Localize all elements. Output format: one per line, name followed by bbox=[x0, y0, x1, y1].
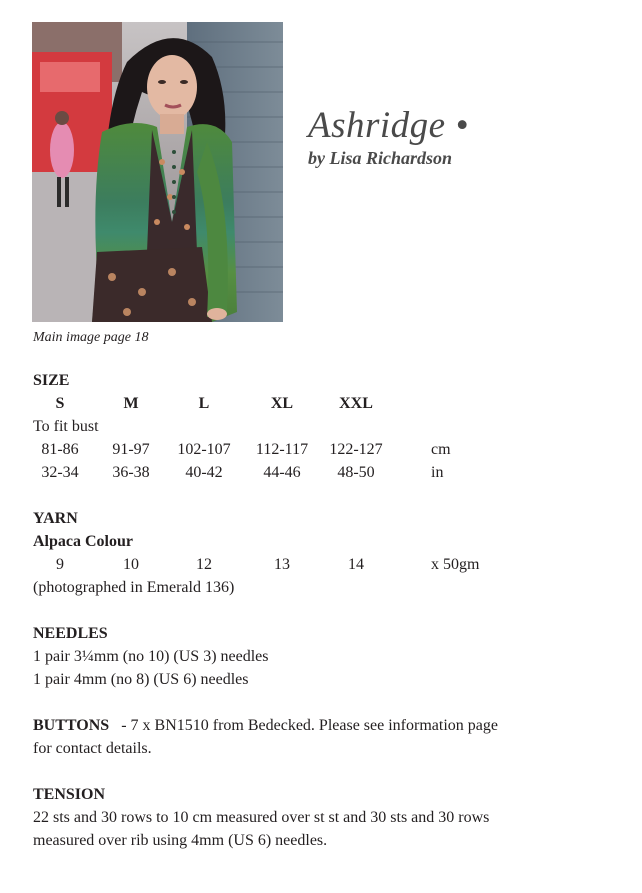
tension-line-1: 22 sts and 30 rows to 10 cm measured over st st and 30 sts and 30 rows bbox=[33, 809, 490, 826]
bust-cm-l: 102-107 bbox=[177, 441, 231, 458]
main-photo bbox=[32, 22, 283, 322]
tension-line-2: measured over rib using 4mm (US 6) needles. bbox=[33, 832, 328, 849]
bust-cm-xxl: 122-127 bbox=[329, 441, 383, 458]
size-label-m: M bbox=[123, 395, 139, 412]
buttons-text: - 7 x BN1510 from Bedecked. Please see information page bbox=[121, 717, 498, 734]
bust-in-unit: in bbox=[431, 464, 444, 481]
bust-cm-xl: 112-117 bbox=[255, 441, 309, 458]
model-photo-illustration bbox=[32, 22, 283, 322]
needles-heading: NEEDLES bbox=[33, 625, 108, 642]
yarn-name: Alpaca Colour bbox=[33, 533, 133, 550]
buttons-line bbox=[33, 717, 549, 735]
size-label-s: S bbox=[55, 395, 65, 412]
needles-line-1: 1 pair 3¼mm (no 10) (US 3) needles bbox=[33, 648, 269, 665]
yarn-amount-xxl: 14 bbox=[348, 556, 364, 573]
pattern-author: by Lisa Richardson bbox=[308, 148, 453, 168]
image-caption: Main image page 18 bbox=[33, 330, 149, 345]
size-label-xxl: XXL bbox=[339, 395, 373, 412]
buttons-heading: BUTTONS bbox=[33, 717, 110, 734]
bust-cm-s: 81-86 bbox=[41, 441, 79, 458]
bust-cm-unit: cm bbox=[431, 441, 451, 458]
yarn-amount-s: 9 bbox=[56, 556, 64, 573]
yarn-amount-xl: 13 bbox=[274, 556, 290, 573]
size-heading: SIZE bbox=[33, 372, 70, 389]
yarn-heading: YARN bbox=[33, 510, 78, 527]
fit-bust-label: To fit bust bbox=[33, 418, 99, 435]
buttons-text-2: for contact details. bbox=[33, 740, 152, 757]
bust-in-xl: 44-46 bbox=[263, 464, 301, 481]
yarn-amount-l: 12 bbox=[196, 556, 212, 573]
bust-cm-m: 91-97 bbox=[112, 441, 150, 458]
needles-line-2: 1 pair 4mm (no 8) (US 6) needles bbox=[33, 671, 249, 688]
tension-heading: TENSION bbox=[33, 786, 106, 803]
bust-in-s: 32-34 bbox=[41, 464, 79, 481]
yarn-amount-m: 10 bbox=[123, 556, 139, 573]
pattern-title: Ashridge • bbox=[308, 105, 469, 146]
size-label-xl: XL bbox=[270, 395, 294, 412]
bust-in-m: 36-38 bbox=[112, 464, 150, 481]
bust-in-l: 40-42 bbox=[185, 464, 223, 481]
yarn-note: (photographed in Emerald 136) bbox=[33, 579, 235, 596]
size-label-l: L bbox=[198, 395, 210, 412]
yarn-unit: x 50gm bbox=[431, 556, 480, 573]
bust-in-xxl: 48-50 bbox=[337, 464, 375, 481]
